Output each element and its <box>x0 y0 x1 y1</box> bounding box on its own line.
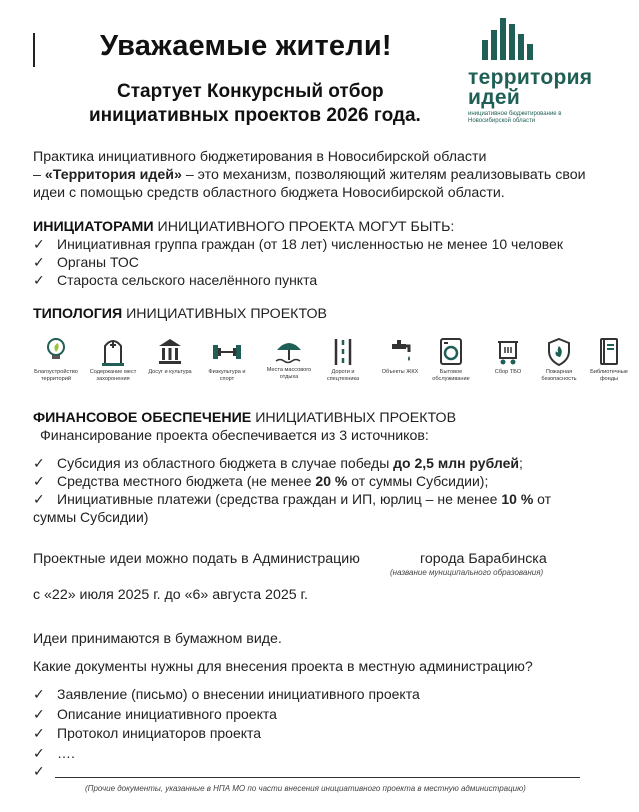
logo-word-2: идей <box>468 86 521 109</box>
water-tap-icon <box>386 336 414 368</box>
initiative-payment-share: 10 % <box>501 491 534 507</box>
typology-label: Сбор ТБО <box>494 369 522 375</box>
list-item-text: Протокол инициаторов проекта <box>57 725 262 741</box>
garbage-cart-icon <box>494 336 522 368</box>
typology-heading-bold: ТИПОЛОГИЯ <box>33 306 123 322</box>
typology-label: Места массового отдыха <box>266 367 312 380</box>
checkmark-icon: ✓ <box>33 745 45 761</box>
typology-label: Физкультура и спорт <box>208 369 246 382</box>
list-item <box>33 763 57 780</box>
fire-shield-icon <box>545 336 573 368</box>
typology-icons-row <box>30 336 628 396</box>
list-item <box>33 455 523 472</box>
finance-heading-rest: ИНИЦИАТИВНЫХ ПРОЕКТОВ <box>251 410 457 426</box>
territory-of-ideas-logo <box>468 18 608 130</box>
washing-machine-icon <box>437 336 465 368</box>
logo-word-1: территория <box>468 66 593 89</box>
punctuation: ; <box>519 455 523 471</box>
checkmark-icon: ✓ <box>33 473 45 489</box>
museum-icon <box>156 336 184 368</box>
list-item-text: Описание инициативного проекта <box>57 706 277 722</box>
typology-item <box>425 336 477 383</box>
list-item <box>33 272 317 289</box>
list-item-text: Староста сельского населённого пункта <box>57 272 318 288</box>
typology-item <box>482 336 534 376</box>
checkmark-icon: ✓ <box>33 455 45 471</box>
typology-label: Содержание мест захоронения <box>89 369 137 382</box>
list-item <box>33 473 488 490</box>
municipality-hint: (название муниципального образования) <box>390 568 544 577</box>
list-item-text: …. <box>57 745 75 761</box>
list-item <box>33 745 75 762</box>
checkmark-icon: ✓ <box>33 491 45 507</box>
typology-item <box>30 336 82 383</box>
list-item <box>33 686 420 703</box>
typology-item <box>317 336 369 383</box>
list-item-text: Инициативные платежи (средства граждан и ИП, юрлиц – не менее <box>57 491 502 507</box>
logo-tagline: инициативное бюджетирование в Новосибирской области <box>468 111 562 124</box>
checkmark-icon: ✓ <box>33 725 45 741</box>
beach-umbrella-icon <box>274 336 304 366</box>
typology-item <box>583 336 635 383</box>
finance-heading-bold: ФИНАНСОВОЕ ОБЕСПЕЧЕНИЕ <box>33 410 252 426</box>
list-item <box>33 236 563 253</box>
list-item <box>33 491 551 508</box>
list-item-continuation: суммы Субсидии) <box>33 509 149 525</box>
intro-line-2-rest: – это механизм, позволяющий жителям реализовывать свои <box>181 167 586 183</box>
finance-heading <box>33 410 456 426</box>
footnote: (Прочие документы, указанные в НПА МО по части внесения инициативного проекта в местную администрацию) <box>85 784 526 793</box>
typology-label: Библиотечные фонды <box>590 369 628 382</box>
typology-label: Дороги и спецтехника <box>326 369 360 382</box>
typology-item <box>263 336 315 381</box>
subtitle-line-2: инициативных проектов 2026 года. <box>89 105 421 126</box>
submit-line: Проектные идеи можно подать в Администрацию <box>33 551 360 567</box>
intro-dash: – <box>33 167 45 183</box>
typology-item <box>374 336 426 376</box>
list-item-text: Средства местного бюджета (не менее <box>57 473 316 489</box>
typology-item <box>144 336 196 376</box>
blank-fill-line <box>55 777 580 778</box>
subsidy-amount: до 2,5 млн рублей <box>393 455 519 471</box>
list-item-text: Заявление (письмо) о внесении инициативного проекта <box>57 686 420 702</box>
list-item-text-tail: от <box>533 491 552 507</box>
typology-heading-rest: ИНИЦИАТИВНЫХ ПРОЕКТОВ <box>122 306 327 322</box>
list-item-text: Органы ТОС <box>57 254 139 270</box>
monument-icon <box>99 336 127 368</box>
submission-period: с «22» июля 2025 г. до «6» августа 2025 г. <box>33 587 308 603</box>
checkmark-icon: ✓ <box>33 763 45 779</box>
typology-item <box>201 336 253 383</box>
program-name: «Территория идей» <box>44 167 182 183</box>
page-title: Уважаемые жители! <box>100 30 392 62</box>
typology-label: Бытовое обслуживание <box>432 369 470 382</box>
initiators-heading-rest: ИНИЦИАТИВНОГО ПРОЕКТА МОГУТ БЫТЬ: <box>153 219 455 235</box>
list-item-text-tail: от суммы Субсидии); <box>347 473 489 489</box>
initiators-heading <box>33 219 454 235</box>
list-item-text: Субсидия из областного бюджета в случае победы <box>57 455 394 471</box>
list-item-text: Инициативная группа граждан (от 18 лет) численностью не менее 10 человек <box>57 236 563 252</box>
intro-line-3: идеи с помощью средств областного бюджета Новосибирской области. <box>33 185 505 201</box>
left-margin-bar <box>33 33 35 67</box>
list-item <box>33 725 261 742</box>
typology-label: Пожарная безопасность <box>541 369 577 382</box>
subtitle-line-1: Стартует Конкурсный отбор <box>117 81 384 102</box>
municipality-name: города Барабинска <box>420 551 547 567</box>
checkmark-icon: ✓ <box>33 236 45 252</box>
finance-intro: Финансирование проекта обеспечивается из 3 источников: <box>40 428 429 444</box>
checkmark-icon: ✓ <box>33 686 45 702</box>
documents-question: Какие документы нужны для внесения проекта в местную администрацию? <box>33 659 533 675</box>
checkmark-icon: ✓ <box>33 254 45 270</box>
paper-form-note: Идеи принимаются в бумажном виде. <box>33 631 282 647</box>
list-item <box>33 706 277 723</box>
checkmark-icon: ✓ <box>33 706 45 722</box>
list-item <box>33 254 139 271</box>
initiators-heading-bold: ИНИЦИАТОРАМИ <box>33 219 154 235</box>
road-icon <box>329 336 357 368</box>
checkmark-icon: ✓ <box>33 272 45 288</box>
typology-item <box>87 336 139 383</box>
intro-line-1: Практика инициативного бюджетирования в Новосибирской области <box>33 149 487 165</box>
local-budget-share: 20 % <box>315 473 348 489</box>
book-icon <box>595 336 623 368</box>
typology-label: Объекты ЖКХ <box>381 369 419 375</box>
typology-heading <box>33 306 327 322</box>
typology-label: Благоустройство территорий <box>34 369 78 382</box>
lightbulb-leaf-icon <box>42 336 70 368</box>
typology-item <box>533 336 585 383</box>
typology-label: Досуг и культура <box>148 369 192 375</box>
intro-line-2 <box>33 166 586 184</box>
logo-bars-icon <box>482 18 542 60</box>
dumbbell-icon <box>210 336 244 368</box>
